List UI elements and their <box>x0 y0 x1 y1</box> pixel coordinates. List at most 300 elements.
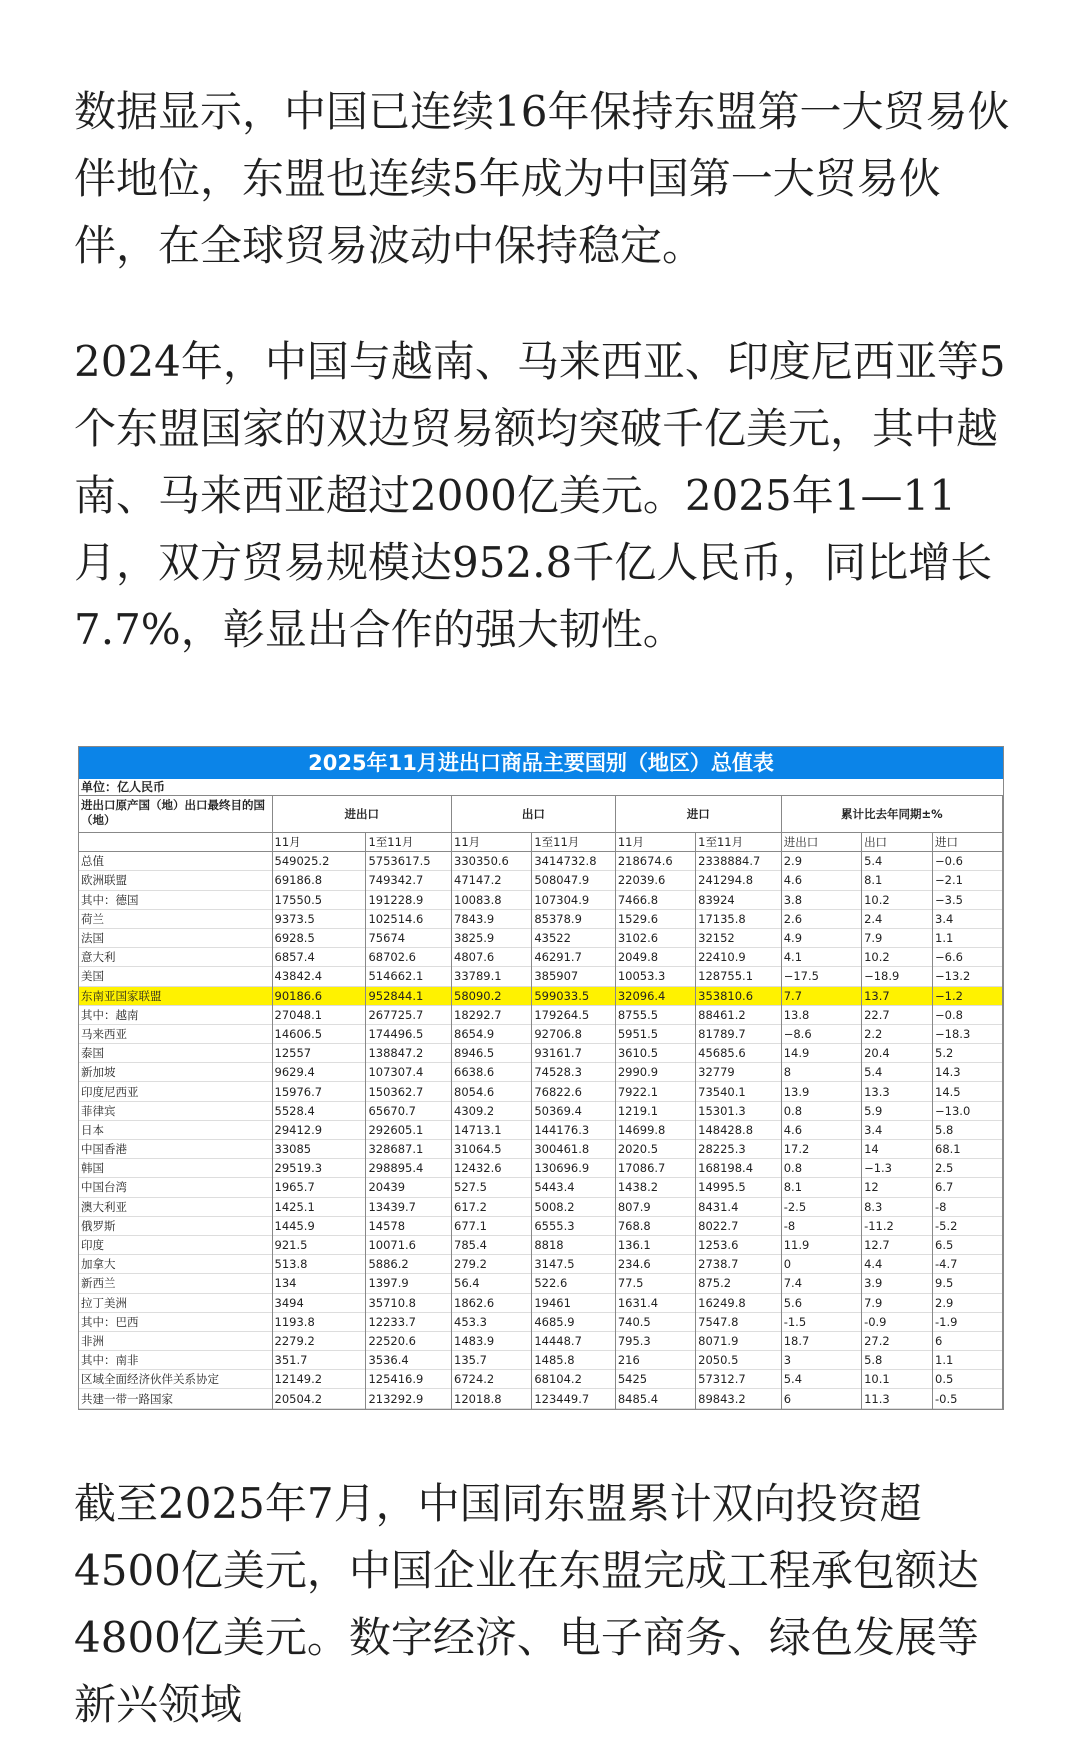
row-label: 东南亚国家联盟 <box>79 986 272 1005</box>
table-cell: 107304.9 <box>532 890 615 909</box>
table-cell: 921.5 <box>272 1235 366 1254</box>
row-label: 印度 <box>79 1235 272 1254</box>
table-cell: 6.7 <box>933 1178 1003 1197</box>
table-row <box>79 1120 1003 1139</box>
table-cell: 3494 <box>272 1293 366 1312</box>
table-cell: 107307.4 <box>366 1063 452 1082</box>
table-row <box>79 1140 1003 1159</box>
table-row <box>79 1082 1003 1101</box>
table-cell: 2338884.7 <box>696 852 782 871</box>
table-cell: -4.7 <box>933 1255 1003 1274</box>
table-cell: 4.1 <box>781 948 861 967</box>
table-cell: 330350.6 <box>452 852 532 871</box>
table-row <box>79 1024 1003 1043</box>
table-cell: 8485.4 <box>615 1389 695 1408</box>
table-cell: −13.0 <box>933 1101 1003 1120</box>
table-cell: 148428.8 <box>696 1120 782 1139</box>
table-cell: 92706.8 <box>532 1024 615 1043</box>
table-cell: 28225.3 <box>696 1140 782 1159</box>
table-cell: 8.3 <box>862 1197 933 1216</box>
table-cell: 15301.3 <box>696 1101 782 1120</box>
table-row <box>79 1274 1003 1293</box>
table-cell: 1253.6 <box>696 1235 782 1254</box>
table-cell: −17.5 <box>781 967 861 986</box>
table-cell: 0.8 <box>781 1159 861 1178</box>
table-cell: 17086.7 <box>615 1159 695 1178</box>
table-row <box>79 1063 1003 1082</box>
table-cell: 10.2 <box>862 890 933 909</box>
table-cell: 8755.5 <box>615 1005 695 1024</box>
row-label: 新西兰 <box>79 1274 272 1293</box>
table-cell: 807.9 <box>615 1197 695 1216</box>
table-cell: 89843.2 <box>696 1389 782 1408</box>
table-cell: -8 <box>781 1216 861 1235</box>
table-cell: 1.1 <box>933 1351 1003 1370</box>
table-cell: 3 <box>781 1351 861 1370</box>
table-cell: −1.3 <box>862 1159 933 1178</box>
table-cell: 179264.5 <box>532 1005 615 1024</box>
table-cell: 2.9 <box>781 852 861 871</box>
header-blank <box>79 833 272 852</box>
table-row <box>79 1101 1003 1120</box>
table-cell: 136.1 <box>615 1235 695 1254</box>
table-cell: 5.4 <box>862 1063 933 1082</box>
sub-header: 1至11月 <box>532 833 615 852</box>
table-cell: 5528.4 <box>272 1101 366 1120</box>
table-cell: 6555.3 <box>532 1216 615 1235</box>
table-cell: 68104.2 <box>532 1370 615 1389</box>
trade-table-image <box>78 746 1004 1410</box>
table-cell: 5.8 <box>933 1120 1003 1139</box>
table-cell: 31064.5 <box>452 1140 532 1159</box>
table-cell: 522.6 <box>532 1274 615 1293</box>
table-cell: 234.6 <box>615 1255 695 1274</box>
table-cell: 14.9 <box>781 1044 861 1063</box>
table-cell: 385907 <box>532 967 615 986</box>
table-cell: 8946.5 <box>452 1044 532 1063</box>
table-row <box>79 928 1003 947</box>
table-cell: 150362.7 <box>366 1082 452 1101</box>
table-cell: 5951.5 <box>615 1024 695 1043</box>
table-cell: −6.6 <box>933 948 1003 967</box>
row-label: 荷兰 <box>79 909 272 928</box>
table-unit: 单位：亿人民币 <box>79 779 1003 796</box>
table-row <box>79 909 1003 928</box>
table-cell: 47147.2 <box>452 871 532 890</box>
table-cell: 1219.1 <box>615 1101 695 1120</box>
table-cell: 8071.9 <box>696 1331 782 1350</box>
table-cell: 2020.5 <box>615 1140 695 1159</box>
table-cell: -2.5 <box>781 1197 861 1216</box>
table-cell: 6 <box>933 1331 1003 1350</box>
table-sub-header <box>79 833 1003 852</box>
table-cell: 12.7 <box>862 1235 933 1254</box>
table-cell: 5.2 <box>933 1044 1003 1063</box>
table-cell: −13.2 <box>933 967 1003 986</box>
table-cell: 77.5 <box>615 1274 695 1293</box>
table-cell: 6 <box>781 1389 861 1408</box>
table-cell: 75674 <box>366 928 452 947</box>
table-cell: 174496.5 <box>366 1024 452 1043</box>
table-cell: 0.8 <box>781 1101 861 1120</box>
table-cell: 12 <box>862 1178 933 1197</box>
table-cell: 2050.5 <box>696 1351 782 1370</box>
table-cell: 27048.1 <box>272 1005 366 1024</box>
table-cell: 138847.2 <box>366 1044 452 1063</box>
table-cell: −1.2 <box>933 986 1003 1005</box>
table-cell: 18.7 <box>781 1331 861 1350</box>
table-cell: 5.9 <box>862 1101 933 1120</box>
table-cell: 7843.9 <box>452 909 532 928</box>
table-cell: 298895.4 <box>366 1159 452 1178</box>
table-row <box>79 948 1003 967</box>
table-cell: 68702.6 <box>366 948 452 967</box>
table-cell: 102514.6 <box>366 909 452 928</box>
table-cell: 6638.6 <box>452 1063 532 1082</box>
table-cell: 8.1 <box>862 871 933 890</box>
trade-table <box>79 796 1003 1409</box>
table-cell: 3825.9 <box>452 928 532 947</box>
table-cell: 46291.7 <box>532 948 615 967</box>
table-cell: 22410.9 <box>696 948 782 967</box>
table-cell: 2990.9 <box>615 1063 695 1082</box>
table-cell: 58090.2 <box>452 986 532 1005</box>
table-row <box>79 1044 1003 1063</box>
table-cell: 12018.8 <box>452 1389 532 1408</box>
table-cell: 12432.6 <box>452 1159 532 1178</box>
row-label: 非洲 <box>79 1331 272 1350</box>
table-cell: 1485.8 <box>532 1351 615 1370</box>
table-cell: 14606.5 <box>272 1024 366 1043</box>
table-row <box>79 1370 1003 1389</box>
table-cell: 875.2 <box>696 1274 782 1293</box>
table-cell: 0 <box>781 1255 861 1274</box>
table-row <box>79 1389 1003 1408</box>
table-cell: 168198.4 <box>696 1159 782 1178</box>
table-cell: 32779 <box>696 1063 782 1082</box>
table-cell: 14448.7 <box>532 1331 615 1350</box>
table-cell: 9.5 <box>933 1274 1003 1293</box>
table-cell: 8 <box>781 1063 861 1082</box>
row-label: 其中：巴西 <box>79 1312 272 1331</box>
row-label: 其中：南非 <box>79 1351 272 1370</box>
table-cell: -0.5 <box>933 1389 1003 1408</box>
row-label: 欧洲联盟 <box>79 871 272 890</box>
table-cell: 3102.6 <box>615 928 695 947</box>
row-label: 总值 <box>79 852 272 871</box>
table-cell: 123449.7 <box>532 1389 615 1408</box>
sub-header: 出口 <box>862 833 933 852</box>
table-cell: 599033.5 <box>532 986 615 1005</box>
table-cell: 13.9 <box>781 1082 861 1101</box>
table-cell: 18292.7 <box>452 1005 532 1024</box>
table-cell: 1438.2 <box>615 1178 695 1197</box>
row-label: 马来西亚 <box>79 1024 272 1043</box>
table-cell: 4685.9 <box>532 1312 615 1331</box>
table-cell: 3536.4 <box>366 1351 452 1370</box>
table-cell: −0.6 <box>933 852 1003 871</box>
row-label: 韩国 <box>79 1159 272 1178</box>
table-cell: 11.3 <box>862 1389 933 1408</box>
table-cell: 10083.8 <box>452 890 532 909</box>
table-cell: 1529.6 <box>615 909 695 928</box>
table-cell: 2738.7 <box>696 1255 782 1274</box>
header-group-yoy: 累计比去年同期±% <box>781 796 1002 833</box>
table-cell: 4.9 <box>781 928 861 947</box>
table-cell: 1425.1 <box>272 1197 366 1216</box>
table-cell: -11.2 <box>862 1216 933 1235</box>
table-cell: 4.6 <box>781 1120 861 1139</box>
table-cell: 13.3 <box>862 1082 933 1101</box>
table-cell: 5.4 <box>862 852 933 871</box>
table-cell: 4309.2 <box>452 1101 532 1120</box>
table-cell: 5753617.5 <box>366 852 452 871</box>
table-row <box>79 1216 1003 1235</box>
table-cell: 7547.8 <box>696 1312 782 1331</box>
table-cell: 952844.1 <box>366 986 452 1005</box>
table-cell: 2.4 <box>862 909 933 928</box>
table-cell: 14 <box>862 1140 933 1159</box>
table-cell: -8 <box>933 1197 1003 1216</box>
table-cell: 68.1 <box>933 1140 1003 1159</box>
row-label: 日本 <box>79 1120 272 1139</box>
table-cell: 73540.1 <box>696 1082 782 1101</box>
row-label: 中国台湾 <box>79 1178 272 1197</box>
table-cell: 6857.4 <box>272 948 366 967</box>
table-cell: 15976.7 <box>272 1082 366 1101</box>
table-cell: 10071.6 <box>366 1235 452 1254</box>
table-row <box>79 890 1003 909</box>
row-label: 法国 <box>79 928 272 947</box>
row-label: 共建一带一路国家 <box>79 1389 272 1408</box>
table-cell: 20.4 <box>862 1044 933 1063</box>
sub-header: 进出口 <box>781 833 861 852</box>
paragraph-intro: 数据显示，中国已连续16年保持东盟第一大贸易伙伴地位，东盟也连续5年成为中国第一大贸易伙伴，在全球贸易波动中保持稳定。 <box>74 87 1010 270</box>
table-cell: 353810.6 <box>696 986 782 1005</box>
table-row <box>79 986 1003 1005</box>
table-cell: 14699.8 <box>615 1120 695 1139</box>
table-cell: 14995.5 <box>696 1178 782 1197</box>
table-cell: −18.3 <box>933 1024 1003 1043</box>
table-cell: 1965.7 <box>272 1178 366 1197</box>
table-cell: 768.8 <box>615 1216 695 1235</box>
table-cell: 22520.6 <box>366 1331 452 1350</box>
table-cell: 7.9 <box>862 1293 933 1312</box>
table-cell: 14.5 <box>933 1082 1003 1101</box>
table-cell: 144176.3 <box>532 1120 615 1139</box>
table-cell: 9629.4 <box>272 1063 366 1082</box>
table-cell: 3147.5 <box>532 1255 615 1274</box>
table-cell: 267725.7 <box>366 1005 452 1024</box>
table-row <box>79 1255 1003 1274</box>
table-cell: -0.9 <box>862 1312 933 1331</box>
table-row <box>79 1159 1003 1178</box>
table-row <box>79 871 1003 890</box>
table-cell: 279.2 <box>452 1255 532 1274</box>
table-cell: 10053.3 <box>615 967 695 986</box>
table-cell: 9373.5 <box>272 909 366 928</box>
row-label: 美国 <box>79 967 272 986</box>
table-row <box>79 1197 1003 1216</box>
table-cell: −3.5 <box>933 890 1003 909</box>
table-cell: 1631.4 <box>615 1293 695 1312</box>
table-cell: 7.9 <box>862 928 933 947</box>
row-label: 区域全面经济伙伴关系协定 <box>79 1370 272 1389</box>
table-row <box>79 1235 1003 1254</box>
table-cell: 2.9 <box>933 1293 1003 1312</box>
table-cell: 14.3 <box>933 1063 1003 1082</box>
row-label: 其中：德国 <box>79 890 272 909</box>
table-cell: −8.6 <box>781 1024 861 1043</box>
table-cell: 8431.4 <box>696 1197 782 1216</box>
paragraph-investment: 截至2025年7月，中国同东盟累计双向投资超4500亿美元，中国企业在东盟完成工程承包额达4800亿美元。数字经济、电子商务、绿色发展等新兴领域 <box>74 1479 979 1729</box>
table-cell: 6928.5 <box>272 928 366 947</box>
table-cell: 134 <box>272 1274 366 1293</box>
header-country: 进出口原产国（地）出口最终目的国（地） <box>79 796 272 833</box>
header-group-export: 出口 <box>452 796 616 833</box>
row-label: 澳大利亚 <box>79 1197 272 1216</box>
table-cell: 135.7 <box>452 1351 532 1370</box>
table-row <box>79 1178 1003 1197</box>
sub-header: 11月 <box>272 833 366 852</box>
table-cell: 617.2 <box>452 1197 532 1216</box>
table-cell: 17135.8 <box>696 909 782 928</box>
table-cell: 8818 <box>532 1235 615 1254</box>
table-cell: 32152 <box>696 928 782 947</box>
row-label: 菲律宾 <box>79 1101 272 1120</box>
table-cell: 11.9 <box>781 1235 861 1254</box>
table-cell: 749342.7 <box>366 871 452 890</box>
table-cell: 6724.2 <box>452 1370 532 1389</box>
table-cell: 8654.9 <box>452 1024 532 1043</box>
row-label: 新加坡 <box>79 1063 272 1082</box>
table-cell: 1.1 <box>933 928 1003 947</box>
table-cell: −0.8 <box>933 1005 1003 1024</box>
table-cell: 2.2 <box>862 1024 933 1043</box>
table-cell: 14578 <box>366 1216 452 1235</box>
table-cell: 3.8 <box>781 890 861 909</box>
table-cell: 125416.9 <box>366 1370 452 1389</box>
table-cell: 292605.1 <box>366 1120 452 1139</box>
table-cell: 27.2 <box>862 1331 933 1350</box>
table-cell: 16249.8 <box>696 1293 782 1312</box>
table-cell: 508047.9 <box>532 871 615 890</box>
table-cell: 216 <box>615 1351 695 1370</box>
table-cell: 13439.7 <box>366 1197 452 1216</box>
table-cell: 65670.7 <box>366 1101 452 1120</box>
table-cell: 5443.4 <box>532 1178 615 1197</box>
header-group-import: 进口 <box>615 796 781 833</box>
table-cell: 3610.5 <box>615 1044 695 1063</box>
table-row <box>79 1331 1003 1350</box>
table-cell: 20504.2 <box>272 1389 366 1408</box>
row-label: 加拿大 <box>79 1255 272 1274</box>
sub-header: 进口 <box>933 833 1003 852</box>
table-cell: 17.2 <box>781 1140 861 1159</box>
table-cell: 56.4 <box>452 1274 532 1293</box>
table-cell: 8022.7 <box>696 1216 782 1235</box>
table-cell: 57312.7 <box>696 1370 782 1389</box>
table-cell: 513.8 <box>272 1255 366 1274</box>
table-cell: 3.4 <box>862 1120 933 1139</box>
table-cell: 83924 <box>696 890 782 909</box>
table-cell: 12557 <box>272 1044 366 1063</box>
table-cell: 14713.1 <box>452 1120 532 1139</box>
table-cell: 10.2 <box>862 948 933 967</box>
table-cell: 5008.2 <box>532 1197 615 1216</box>
row-label: 拉丁美洲 <box>79 1293 272 1312</box>
table-cell: 5.8 <box>862 1351 933 1370</box>
table-cell: 0.5 <box>933 1370 1003 1389</box>
table-cell: 7922.1 <box>615 1082 695 1101</box>
table-cell: 1193.8 <box>272 1312 366 1331</box>
table-cell: 85378.9 <box>532 909 615 928</box>
table-cell: 45685.6 <box>696 1044 782 1063</box>
table-cell: 74528.3 <box>532 1063 615 1082</box>
table-cell: 514662.1 <box>366 967 452 986</box>
table-cell: -1.5 <box>781 1312 861 1331</box>
table-cell: 5425 <box>615 1370 695 1389</box>
table-cell: 4807.6 <box>452 948 532 967</box>
table-cell: 5.6 <box>781 1293 861 1312</box>
table-cell: −18.9 <box>862 967 933 986</box>
table-cell: 33789.1 <box>452 967 532 986</box>
table-cell: 218674.6 <box>615 852 695 871</box>
table-cell: 12233.7 <box>366 1312 452 1331</box>
table-cell: 43842.4 <box>272 967 366 986</box>
table-cell: 351.7 <box>272 1351 366 1370</box>
table-cell: 90186.6 <box>272 986 366 1005</box>
sub-header: 1至11月 <box>366 833 452 852</box>
table-cell: 3.9 <box>862 1274 933 1293</box>
table-row <box>79 1312 1003 1331</box>
table-row <box>79 1293 1003 1312</box>
table-cell: 43522 <box>532 928 615 947</box>
sub-header: 11月 <box>452 833 532 852</box>
table-cell: 5886.2 <box>366 1255 452 1274</box>
table-cell: −2.1 <box>933 871 1003 890</box>
table-cell: 7.4 <box>781 1274 861 1293</box>
table-cell: 328687.1 <box>366 1140 452 1159</box>
table-cell: 10.1 <box>862 1370 933 1389</box>
table-cell: 3414732.8 <box>532 852 615 871</box>
table-cell: 130696.9 <box>532 1159 615 1178</box>
table-cell: 213292.9 <box>366 1389 452 1408</box>
table-cell: 5.4 <box>781 1370 861 1389</box>
table-cell: 8054.6 <box>452 1082 532 1101</box>
table-cell: 8.1 <box>781 1178 861 1197</box>
table-cell: 13.7 <box>862 986 933 1005</box>
table-cell: 191228.9 <box>366 890 452 909</box>
table-cell: 19461 <box>532 1293 615 1312</box>
table-cell: 2279.2 <box>272 1331 366 1350</box>
table-cell: 29412.9 <box>272 1120 366 1139</box>
table-row <box>79 852 1003 871</box>
table-row <box>79 1351 1003 1370</box>
table-cell: 128755.1 <box>696 967 782 986</box>
table-cell: 795.3 <box>615 1331 695 1350</box>
sub-header: 11月 <box>615 833 695 852</box>
table-cell: 81789.7 <box>696 1024 782 1043</box>
table-cell: 69186.8 <box>272 871 366 890</box>
table-cell: 527.5 <box>452 1178 532 1197</box>
table-cell: 4.4 <box>862 1255 933 1274</box>
row-label: 俄罗斯 <box>79 1216 272 1235</box>
table-cell: 1397.9 <box>366 1274 452 1293</box>
table-cell: 33085 <box>272 1140 366 1159</box>
table-cell: 1483.9 <box>452 1331 532 1350</box>
table-cell: 2.5 <box>933 1159 1003 1178</box>
